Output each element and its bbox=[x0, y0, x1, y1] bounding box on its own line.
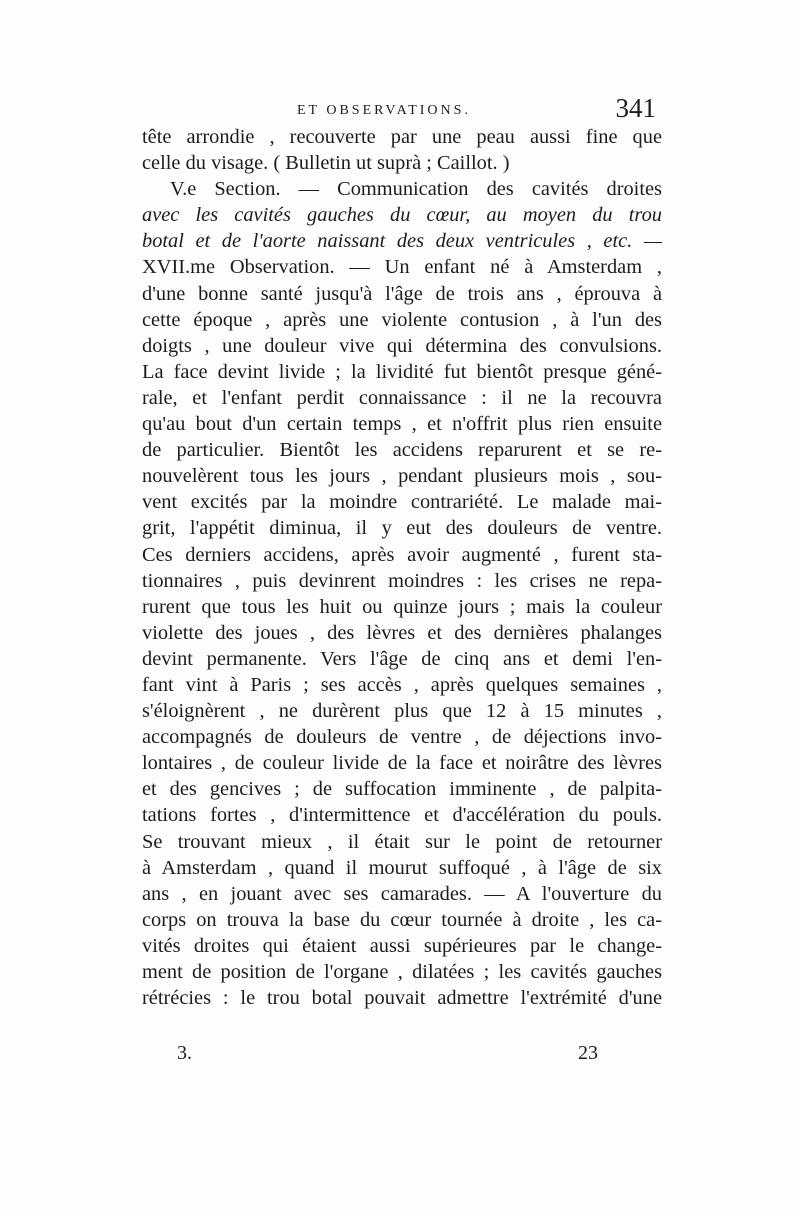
text-line: cette époque , après une violente contusion , à l'un des bbox=[142, 308, 662, 331]
body-text bbox=[142, 124, 662, 1011]
page-number: 341 bbox=[615, 93, 656, 123]
page-footer bbox=[142, 1042, 662, 1072]
text-line: s'éloignèrent , ne durèrent plus que 12 à 15 minutes , bbox=[142, 700, 662, 723]
signature-number: 23 bbox=[578, 1042, 598, 1064]
running-head bbox=[142, 93, 662, 127]
text-line: et des gencives ; de suffocation imminente , de palpita- bbox=[142, 778, 662, 801]
text-line: vités droites qui étaient aussi supérieures par le change- bbox=[142, 934, 662, 957]
section-heading-line: botal et de l'aorte naissant des deux ventricules , etc. — bbox=[142, 230, 662, 253]
observation-heading-line: XVII.me Observation. — Un enfant né à Amsterdam , bbox=[142, 256, 662, 279]
text-line: grit, l'appétit diminua, il y eut des douleurs de ventre. bbox=[142, 517, 662, 540]
text-line: tête arrondie , recouverte par une peau aussi fine que bbox=[142, 126, 662, 148]
text-line: accompagnés de douleurs de ventre , de déjections invo- bbox=[142, 726, 662, 749]
section-heading-line: avec les cavités gauches du cœur, au moyen du trou bbox=[142, 204, 662, 227]
text-line: rale, et l'enfant perdit connaissance : il ne la recouvra bbox=[142, 386, 662, 409]
text-line: de particulier. Bientôt les accidens reparurent et se re- bbox=[142, 439, 662, 462]
text-line: lontaires , de couleur livide de la face et noirâtre des lèvres bbox=[142, 752, 662, 775]
signature-mark: 3. bbox=[177, 1042, 192, 1064]
text-line: tionnaires , puis devinrent moindres : les crises ne repa- bbox=[142, 569, 662, 592]
text-line: vent excités par la moindre contrariété. Le malade mai- bbox=[142, 491, 662, 514]
text-line: à Amsterdam , quand il mourut suffoqué , à l'âge de six bbox=[142, 856, 662, 879]
text-line: violette des joues , des lèvres et des dernières phalanges bbox=[142, 621, 662, 644]
text-line: qu'au bout d'un certain temps , et n'offrit plus rien ensuite bbox=[142, 413, 662, 436]
text-line: corps on trouva la base du cœur tournée à droite , les ca- bbox=[142, 908, 662, 931]
text-line: nouvelèrent tous les jours , pendant plusieurs mois , sou- bbox=[142, 465, 662, 488]
text-line: tations fortes , d'intermittence et d'accélération du pouls. bbox=[142, 804, 662, 827]
text-line: doigts , une douleur vive qui détermina des convulsions. bbox=[142, 334, 662, 357]
text-line: celle du visage. ( Bulletin ut suprà ; Caillot. ) bbox=[142, 152, 510, 175]
text-line: rurent que tous les huit ou quinze jours ; mais la couleur bbox=[142, 595, 662, 618]
text-line: devint permanente. Vers l'âge de cinq ans et demi l'en- bbox=[142, 647, 662, 670]
text-line: ans , en jouant avec ses camarades. — A l'ouverture du bbox=[142, 882, 662, 905]
text-line: fant vint à Paris ; ses accès , après quelques semaines , bbox=[142, 673, 662, 696]
text-line: d'une bonne santé jusqu'à l'âge de trois ans , éprouva à bbox=[142, 282, 662, 305]
section-heading-line: V.e Section. — Communication des cavités droites bbox=[170, 178, 662, 201]
text-line: Ces derniers accidens, après avoir augmenté , furent sta- bbox=[142, 543, 662, 566]
text-line: ment de position de l'organe , dilatées ; les cavités gauches bbox=[142, 961, 662, 983]
running-title: ET OBSERVATIONS. bbox=[297, 103, 471, 118]
text-line: Se trouvant mieux , il était sur le point de retourner bbox=[142, 830, 662, 853]
text-line: rétrécies : le trou botal pouvait admettre l'extrémité d'une bbox=[142, 987, 662, 1010]
text-line: La face devint livide ; la lividité fut bientôt presque géné- bbox=[142, 360, 662, 383]
